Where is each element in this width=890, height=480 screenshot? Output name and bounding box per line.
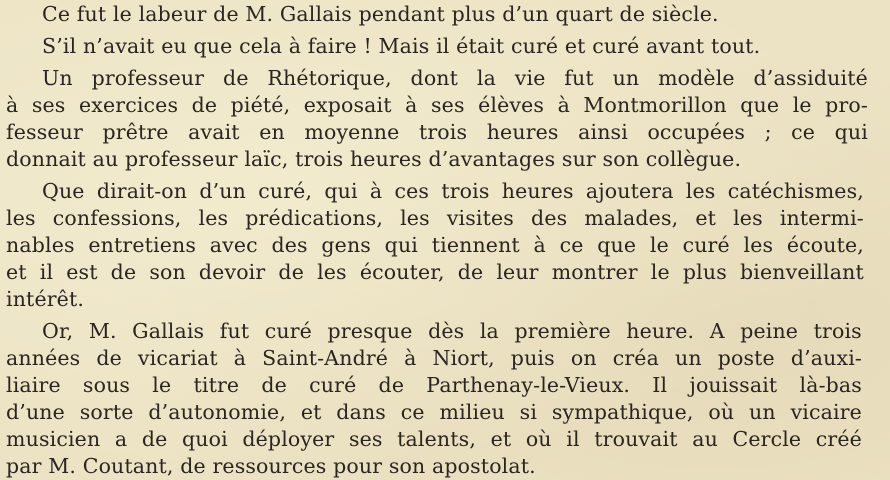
word: presque — [327, 319, 413, 343]
text-line: S’il n’avait eu que cela à faire ! Mais il était curé et curé avant tout. — [42, 34, 761, 58]
text-line — [6, 205, 864, 231]
word: Gallais — [132, 319, 205, 343]
word: Niort, — [432, 346, 495, 370]
word: gens — [321, 233, 371, 257]
word: à — [6, 93, 19, 117]
word: les — [6, 206, 36, 230]
word: que — [597, 233, 637, 257]
word: sous — [82, 373, 131, 397]
text-line — [6, 232, 864, 258]
word: où — [708, 400, 735, 424]
word: et — [695, 206, 717, 230]
word: pro- — [825, 93, 868, 117]
word: écouter, — [359, 260, 445, 284]
word: les — [317, 260, 347, 284]
text-line — [42, 178, 864, 204]
word: le — [792, 93, 812, 117]
word: ce — [559, 233, 584, 257]
word: d’assiduité — [753, 66, 868, 90]
word: les — [198, 206, 229, 230]
text-line — [6, 372, 862, 398]
word: il — [39, 260, 54, 284]
word: à — [233, 346, 247, 370]
word: trois — [418, 120, 468, 144]
word: a — [114, 427, 128, 451]
word: les — [743, 233, 774, 257]
word: à — [557, 93, 570, 117]
word: Parthenay-le-Vieux. — [426, 373, 631, 397]
word: première — [514, 319, 611, 343]
word: les — [400, 206, 430, 230]
word: vicariat — [137, 346, 218, 370]
word: à — [533, 233, 546, 257]
text-line — [6, 399, 862, 425]
word: à — [404, 346, 417, 370]
word: on — [570, 346, 597, 370]
word: milieu — [439, 400, 505, 424]
word: ajoutera — [585, 179, 674, 203]
word: vicaire — [790, 400, 862, 424]
word: au — [692, 427, 718, 451]
word: ses — [348, 427, 383, 451]
word: si — [519, 400, 538, 424]
text-line: intérêt. — [6, 287, 85, 311]
word: un — [749, 400, 776, 424]
word: de — [278, 260, 304, 284]
word: Or, — [42, 319, 74, 343]
word: M. — [88, 319, 117, 343]
word: A — [709, 319, 725, 343]
word: exercices — [78, 93, 179, 117]
word: trois — [813, 319, 862, 343]
word: curé, — [258, 179, 313, 203]
word: heures — [486, 120, 559, 144]
word: d’un — [199, 179, 247, 203]
word: la — [479, 319, 499, 343]
word: la — [476, 66, 496, 90]
word: en — [259, 120, 285, 144]
word: Il — [652, 373, 668, 397]
word: des — [531, 206, 568, 230]
word: peine — [740, 319, 799, 343]
word: avec — [209, 233, 258, 257]
word: occupées — [647, 120, 746, 144]
word: d’auxi- — [790, 346, 862, 370]
word: visites — [446, 206, 514, 230]
word: de — [141, 427, 168, 451]
word: fesseur — [6, 120, 83, 144]
word: ce — [791, 120, 816, 144]
word: un — [674, 346, 702, 370]
word: son — [149, 260, 186, 284]
text-line: par M. Coutant, de ressources pour son apostolat. — [6, 454, 536, 478]
word: que — [740, 93, 780, 117]
word: modèle — [658, 66, 735, 90]
word: de — [96, 346, 122, 370]
word: ; — [764, 120, 772, 144]
word: piété, — [230, 93, 291, 117]
word: le — [649, 233, 669, 257]
word: exposait — [303, 93, 392, 117]
word: prêtre — [102, 120, 169, 144]
word: Rhétorique, — [267, 66, 392, 90]
text-line — [6, 259, 864, 285]
text-line — [6, 426, 862, 452]
text-line — [6, 92, 868, 118]
word: des — [271, 233, 308, 257]
word: de — [261, 373, 287, 397]
word: qui — [834, 120, 868, 144]
word: jouissait — [689, 373, 778, 397]
word: curé — [309, 373, 357, 397]
word: bienveillant — [739, 260, 864, 284]
word: un — [612, 66, 640, 90]
word: fut — [564, 66, 594, 90]
word: années — [6, 346, 81, 370]
word: là-bas — [799, 373, 862, 397]
word: poste — [717, 346, 775, 370]
word: moyenne — [304, 120, 400, 144]
word: qui — [324, 179, 358, 203]
word: de — [378, 373, 405, 397]
word: catéchismes, — [727, 179, 864, 203]
word: il — [566, 427, 580, 451]
word: talents, — [397, 427, 476, 451]
word: de — [223, 66, 249, 90]
word: de — [110, 260, 137, 284]
word: avait — [188, 120, 240, 144]
word: les — [685, 179, 716, 203]
word: ses — [31, 93, 66, 117]
text-line — [42, 65, 868, 91]
word: Un — [42, 66, 73, 90]
word: Cercle — [732, 427, 802, 451]
text-line: Ce fut le labeur de M. Gallais pendant plus d’un quart de siècle. — [42, 2, 719, 26]
word: liaire — [6, 373, 61, 397]
word: titre — [193, 373, 240, 397]
word: les — [733, 206, 763, 230]
word: d’une — [6, 400, 65, 424]
text-line: donnait au professeur laïc, trois heures d’avantages sur son collègue. — [6, 147, 742, 171]
word: curé — [682, 233, 730, 257]
word: dès — [428, 319, 465, 343]
word: sorte — [79, 400, 134, 424]
word: ses — [431, 93, 465, 117]
text-line — [6, 345, 862, 371]
word: à — [405, 93, 418, 117]
word: intermi- — [779, 206, 864, 230]
word: nables — [6, 233, 75, 257]
word: malades, — [584, 206, 679, 230]
word: curé — [264, 319, 312, 343]
word: professeur — [91, 66, 205, 90]
word: heures — [501, 179, 574, 203]
word: et — [6, 260, 27, 284]
word: trouvait — [594, 427, 678, 451]
word: ces — [394, 179, 430, 203]
word: Montmorillon — [583, 93, 727, 117]
word: plus — [682, 260, 727, 284]
word: et — [300, 400, 322, 424]
word: est — [66, 260, 98, 284]
word: Que — [42, 179, 85, 203]
word: d’autonomie, — [148, 400, 286, 424]
word: créé — [815, 427, 862, 451]
word: quoi — [181, 427, 228, 451]
word: dans — [336, 400, 386, 424]
word: confessions, — [52, 206, 182, 230]
word: le — [650, 260, 670, 284]
word: de — [191, 93, 218, 117]
word: vie — [514, 66, 546, 90]
word: à — [369, 179, 383, 203]
word: leur — [496, 260, 539, 284]
word: prédications, — [245, 206, 384, 230]
word: ce — [400, 400, 425, 424]
word: tiennent — [431, 233, 520, 257]
word: déployer — [242, 427, 335, 451]
word: sympathique, — [551, 400, 694, 424]
word: créa — [612, 346, 659, 370]
word: où — [525, 427, 552, 451]
word: entretiens — [88, 233, 197, 257]
word: trois — [441, 179, 490, 203]
word: et — [490, 427, 512, 451]
word: heure. — [626, 319, 695, 343]
text-line — [42, 318, 862, 344]
word: devoir — [198, 260, 266, 284]
word: Saint-André — [262, 346, 389, 370]
word: qui — [384, 233, 419, 257]
word: ainsi — [578, 120, 628, 144]
word: de — [457, 260, 484, 284]
word: montrer — [551, 260, 638, 284]
word: fut — [219, 319, 250, 343]
word: musicien — [6, 427, 101, 451]
word: le — [152, 373, 172, 397]
text-line — [6, 119, 868, 145]
word: élèves — [478, 93, 545, 117]
word: dont — [410, 66, 459, 90]
word: dirait-on — [96, 179, 188, 203]
word: écoute, — [786, 233, 864, 257]
word: puis — [510, 346, 555, 370]
